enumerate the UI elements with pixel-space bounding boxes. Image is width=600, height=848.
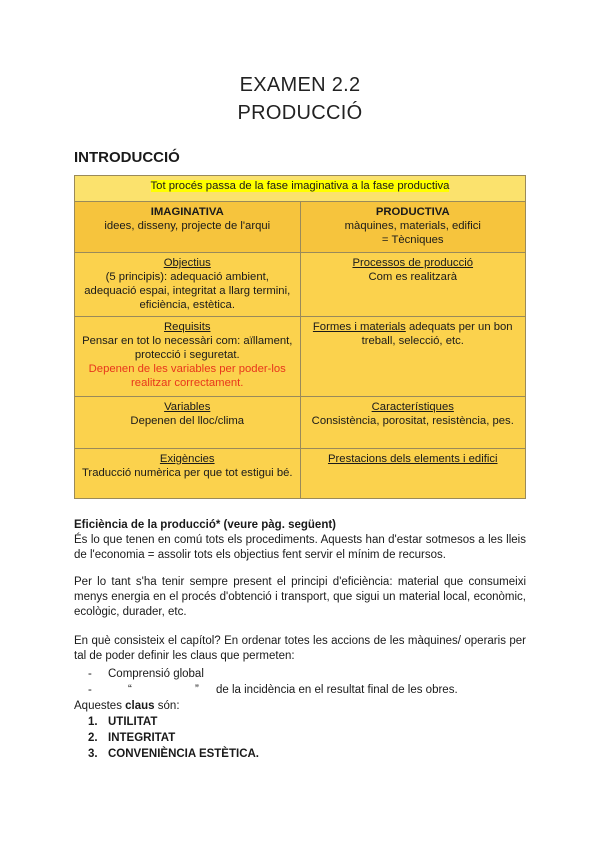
list-item-text: de la incidència en el resultat final de les obres. [216,684,458,696]
list-item [88,730,259,746]
objectius-text: (5 principis): adequació ambient, adequació espai, integritat a llarg termini, eficiència, estètica. [84,271,291,311]
table-row [75,397,526,449]
section-heading: INTRODUCCIÓ [74,149,180,166]
exigencies-text: Traducció numèrica per que tot estigui bé. [81,467,293,479]
keys-intro [74,699,526,714]
list-item-text: Comprensió global [108,668,204,680]
efficiency-heading: Eficiència de la producció* (veure pàg. següent) [74,519,337,531]
keys-intro-suffix: són: [154,700,180,712]
list-item [88,667,204,683]
exigencies-cell [75,449,301,499]
processos-cell [300,253,526,317]
table-row [75,253,526,317]
table-banner-row [75,176,526,202]
productive-text: màquines, materials, edifici [344,220,481,232]
list-item-label: CONVENIÈNCIA ESTÈTICA. [108,748,260,760]
list-item [88,746,259,762]
banner-text: Tot procés passa de la fase imaginativa a la fase productiva [150,180,450,192]
caracteristiques-cell [300,397,526,449]
phases-table [74,175,526,499]
productive-header-cell [300,202,526,253]
list-number: 3. [88,748,98,760]
requisits-cell [75,317,301,397]
prestacions-title: Prestacions dels elements i edifici [327,453,498,465]
quote-close: ” [195,684,199,696]
productive-text-2: = Tècniques [381,234,444,246]
list-item [88,714,259,730]
objectius-title: Objectius [163,257,211,269]
objectius-cell [75,253,301,317]
formes-text: adequats per un bon treball, selecció, etc. [361,321,513,347]
imaginative-title: IMAGINATIVA [150,206,224,218]
list-item-label: INTEGRITAT [108,732,176,744]
exam-title: EXAMEN 2.2 [239,74,361,96]
list-number: 2. [88,732,98,744]
variables-cell [75,397,301,449]
list-dash: - [88,668,92,680]
processos-text: Com es realitzarà [368,271,458,283]
exam-subtitle: PRODUCCIÓ [237,102,363,124]
formes-title: Formes i materials [312,321,406,333]
requisits-title: Requisits [164,321,211,333]
paragraph-1: És lo que tenen en comú tots els procediments. Aquests han d'estar sotmesos a les lleis de l'economia = assolir tots els objectius fent servir el mínim de recursos. [74,534,526,561]
paragraph-2: Per lo tant s'ha tenir sempre present el principi d'eficiència: material que consumeixi menys energia en el procés d'obtenció i transport, que sigui un material local, econòmic, ecològic, durader, etc. [74,576,526,618]
table-row [75,449,526,499]
requisits-text: Pensar en tot lo necessàri com: aïllament, protecció i seguretat. [82,335,293,361]
list-item [88,683,458,699]
table-banner-cell [75,176,526,202]
variables-text: Depenen del lloc/clima [130,415,245,427]
keys-intro-prefix: Aquestes [74,700,126,712]
list-item-label: UTILITAT [108,716,158,728]
caracteristiques-text: Consistència, porositat, resistència, pes. [311,415,514,427]
list-number: 1. [88,716,98,728]
caracteristiques-title: Característiques [371,401,454,413]
imaginative-text: idees, disseny, projecte de l'arqui [104,220,271,232]
processos-title: Processos de producció [352,257,474,269]
variables-title: Variables [164,401,211,413]
quote-open: “ [128,684,132,696]
requisits-note: Depenen de les variables per poder-los realitzar correctament. [88,363,286,389]
imaginative-header-cell [75,202,301,253]
formes-cell [300,317,526,397]
keys-intro-bold: claus [125,700,155,712]
dash-list [88,667,458,699]
table-row [75,202,526,253]
paragraph-3: En què consisteix el capítol? En ordenar totes les accions de les màquines/ operaris per tal de poder definir les claus que permeten: [74,635,526,662]
prestacions-cell [300,449,526,499]
keys-list [88,714,259,762]
table-row [75,317,526,397]
productive-title: PRODUCTIVA [375,206,450,218]
list-dash: - [88,684,92,696]
exigencies-title: Exigències [159,453,215,465]
